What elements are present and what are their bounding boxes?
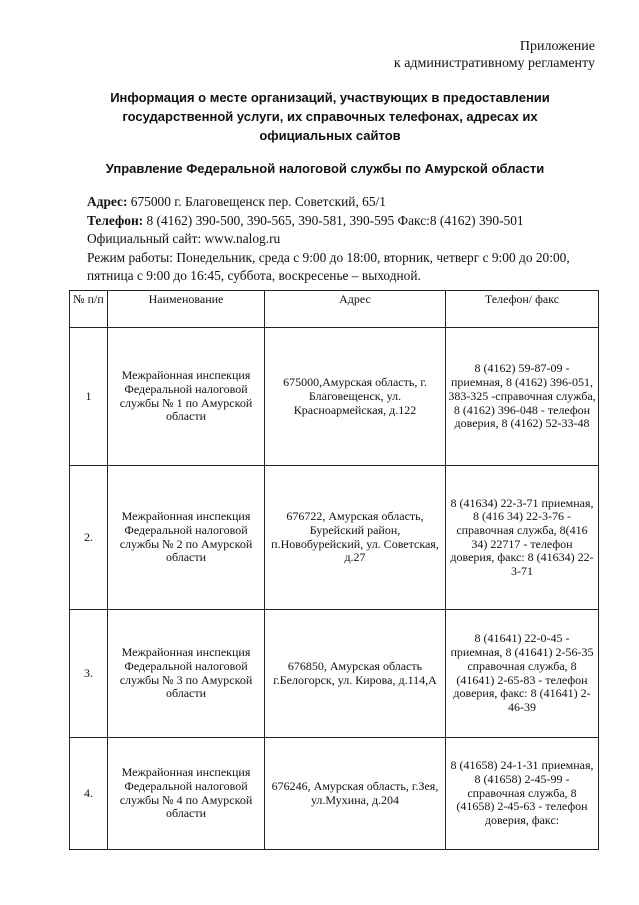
table-header-row — [70, 291, 599, 328]
table-row — [70, 738, 599, 850]
phone-line — [87, 212, 597, 231]
row-name: Межрайонная инспекция Федеральной налоговой службы № 4 по Амурской области — [108, 738, 265, 850]
row-num: 1 — [70, 328, 108, 466]
row-address: 676246, Амурская область, г.Зея, ул.Мухина, д.204 — [265, 738, 446, 850]
row-num: 2. — [70, 466, 108, 610]
header-name: Наименование — [108, 291, 265, 328]
offices-table — [69, 290, 599, 850]
row-name: Межрайонная инспекция Федеральной налоговой службы № 3 по Амурской области — [108, 610, 265, 738]
row-address: 676850, Амурская область г.Белогорск, ул. Кирова, д.114,А — [265, 610, 446, 738]
address-line — [87, 193, 597, 212]
table-row — [70, 610, 599, 738]
website-line: Официальный сайт: www.nalog.ru — [87, 231, 281, 247]
row-num: 4. — [70, 738, 108, 850]
row-name: Межрайонная инспекция Федеральной налоговой службы № 1 по Амурской области — [108, 328, 265, 466]
row-phone: 8 (41641) 22-0-45 - приемная, 8 (41641) 2-56-35 справочная служба, 8 (41641) 2-65-83 - телефон доверия, факс: 8 (41641) 2-46-39 — [446, 610, 599, 738]
phone-value: 8 (4162) 390-500, 390-565, 390-581, 390-595 Факс:8 (4162) 390-501 — [146, 212, 524, 228]
table-row — [70, 328, 599, 466]
address-label: Адрес: — [87, 194, 128, 209]
appendix-note — [295, 38, 595, 72]
row-num: 3. — [70, 610, 108, 738]
working-hours: Режим работы: Понедельник, среда с 9:00 до 18:00, вторник, четверг с 9:00 до 20:00, пятница с 9:00 до 16:45, суббота, воскресенье – выходной. — [87, 249, 570, 284]
phone-label: Телефон: — [87, 212, 144, 228]
document-title: Информация о месте организаций, участвующих в предоставлении государственной услуги, их справочных телефонах, адресах их официальных сайтов — [110, 90, 550, 143]
header-phone: Телефон/ факс — [446, 291, 599, 328]
table-row — [70, 466, 599, 610]
address-value: 675000 г. Благовещенск пер. Советский, 65/1 — [130, 194, 386, 209]
contact-info — [87, 193, 597, 286]
organization-title: Управление Федеральной налоговой службы по Амурской области — [105, 161, 545, 176]
header-address: Адрес — [265, 291, 446, 328]
appendix-line-2: к административному регламенту — [393, 56, 595, 71]
row-address: 675000,Амурская область, г. Благовещенск, ул. Красноармейская, д.122 — [265, 328, 446, 466]
appendix-line-1: Приложение — [519, 39, 595, 54]
header-num: № п/п — [70, 291, 108, 328]
row-name: Межрайонная инспекция Федеральной налоговой службы № 2 по Амурской области — [108, 466, 265, 610]
row-address: 676722, Амурская область, Бурейский район, п.Новобурейский, ул. Советская, д.27 — [265, 466, 446, 610]
row-phone: 8 (41658) 24-1-31 приемная, 8 (41658) 2-45-99 - справочная служба, 8 (41658) 2-45-63 - телефон доверия, факс: — [446, 738, 599, 850]
row-phone: 8 (41634) 22-3-71 приемная, 8 (416 34) 22-3-76 - справочная служба, 8(416 34) 22717 - телефон доверия, факс: 8 (41634) 22-3-71 — [446, 466, 599, 610]
row-phone: 8 (4162) 59-87-09 - приемная, 8 (4162) 396-051, 383-325 -справочная служба, 8 (4162) 396-048 - телефон доверия, 8 (4162) 52-33-48 — [446, 328, 599, 466]
